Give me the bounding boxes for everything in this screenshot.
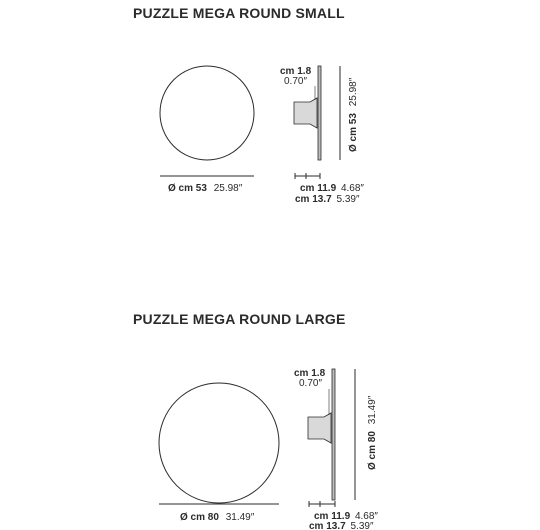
total-depth-in: 5.39″ <box>350 521 374 530</box>
plate-thickness-in: 0.70″ <box>284 76 308 87</box>
depth-in: 4.68″ <box>354 511 378 522</box>
plate-thickness-cm: cm 1.8 <box>294 368 326 379</box>
svg-text:cm 13.7 5.39″ <box>295 194 360 205</box>
section-title: PUZZLE MEGA ROUND LARGE <box>133 311 346 327</box>
svg-text:Ø cm 80 31.49″ <box>180 512 255 523</box>
svg-text:Ø cm 53 25.98″ <box>168 183 243 194</box>
front-view-circle <box>160 66 254 160</box>
section-title: PUZZLE MEGA ROUND SMALL <box>133 5 345 21</box>
vertical-diameter-label: Ø cm 53 <box>348 113 359 152</box>
diameter-label: Ø cm 80 <box>180 512 219 523</box>
diameter-inch: 31.49″ <box>225 512 255 523</box>
depth-in: 4.68″ <box>340 183 364 194</box>
section-large <box>0 265 540 530</box>
diameter-label: Ø cm 53 <box>168 183 207 194</box>
vertical-diameter-label: Ø cm 80 <box>367 431 378 470</box>
total-depth-in: 5.39″ <box>336 194 360 205</box>
plate-thickness-in: 0.70″ <box>299 378 323 389</box>
side-view-stem <box>308 413 331 443</box>
svg-text:cm 13.7 5.39″ <box>309 521 374 530</box>
plate-thickness-cm: cm 1.8 <box>280 66 312 77</box>
side-view-plate <box>318 66 321 160</box>
vertical-diameter-inch: 25.98″ <box>348 77 359 107</box>
total-depth-cm: cm 13.7 <box>309 521 346 530</box>
svg-text:Ø cm 53 25.98″ <box>348 77 359 152</box>
total-depth-cm: cm 13.7 <box>295 194 332 205</box>
depth-cm: cm 11.9 <box>300 183 337 194</box>
side-view-plate <box>332 369 335 500</box>
product-diagram-large <box>0 265 540 530</box>
svg-text:Ø cm 80 31.49″ <box>367 395 378 470</box>
depth-cm: cm 11.9 <box>314 511 351 522</box>
vertical-diameter-inch: 31.49″ <box>367 395 378 425</box>
side-view-stem <box>294 98 317 128</box>
front-view-circle <box>159 383 279 503</box>
diameter-inch: 25.98″ <box>213 183 243 194</box>
svg-text:cm 11.9 4.68″ <box>300 183 364 194</box>
